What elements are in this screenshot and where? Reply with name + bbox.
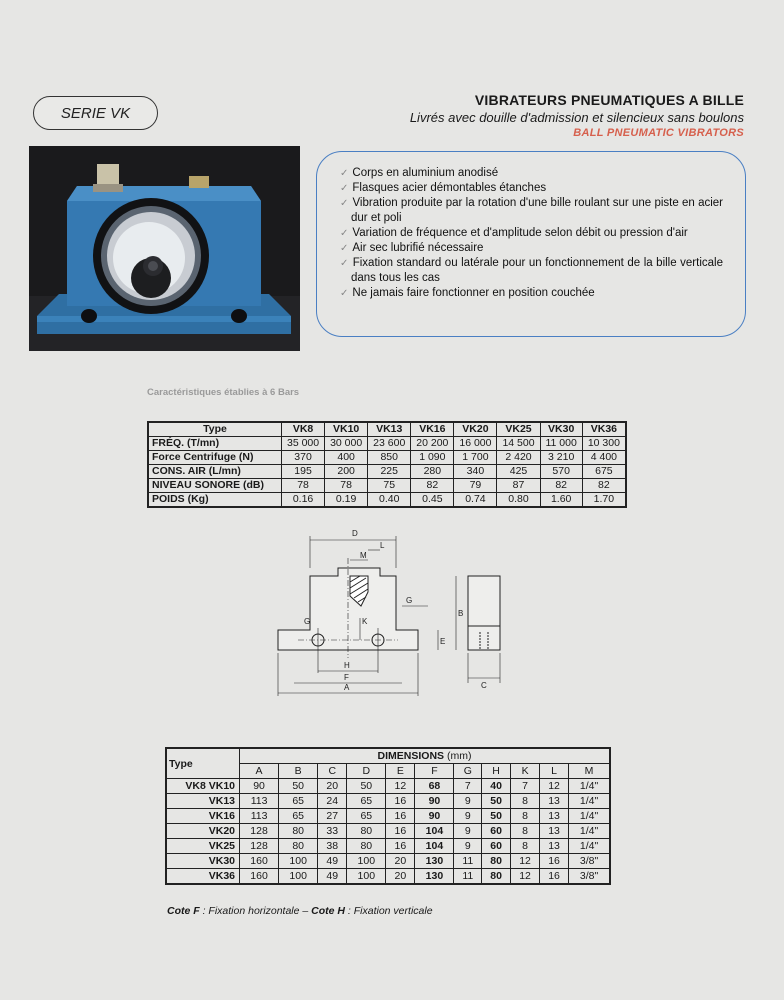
dim-cell: 11 xyxy=(454,869,482,885)
page-title: VIBRATEURS PNEUMATIQUES A BILLE xyxy=(474,92,744,108)
spec-cell: 78 xyxy=(325,479,368,493)
dim-label-g2: G xyxy=(304,617,311,626)
dim-label-a: A xyxy=(344,683,350,692)
dim-row-type: VK20 xyxy=(166,824,240,839)
spec-cell: 79 xyxy=(454,479,497,493)
dim-cell: 16 xyxy=(540,854,569,869)
dim-cell: 12 xyxy=(386,779,415,794)
feature-item: ✓ Air sec lubrifié nécessaire xyxy=(340,242,484,254)
spec-cell: 425 xyxy=(497,465,540,479)
dim-column-header: M xyxy=(569,764,610,779)
spec-cell: 0.19 xyxy=(325,493,368,508)
spec-cell: 195 xyxy=(282,465,325,479)
spec-cell: 1.60 xyxy=(540,493,582,508)
dim-cell: 20 xyxy=(318,779,347,794)
dim-cell: 90 xyxy=(415,794,454,809)
dim-row-type: VK25 xyxy=(166,839,240,854)
dim-cell: 3/8" xyxy=(569,854,610,869)
feature-item: ✓ Corps en aluminium anodisé xyxy=(340,167,499,179)
page-subtitle: Livrés avec douille d'admission et silencieux sans boulons xyxy=(409,110,744,125)
dim-row xyxy=(166,854,610,869)
dim-cell: 9 xyxy=(454,839,482,854)
spec-cell: 16 000 xyxy=(454,437,497,451)
dim-cell: 7 xyxy=(511,779,540,794)
feature-item: ✓ Vibration produite par la rotation d'une bille roulant sur une piste en acier dur et poli xyxy=(340,197,723,224)
dim-cell: 20 xyxy=(386,854,415,869)
dim-cell: 100 xyxy=(279,869,318,885)
dim-cell: 16 xyxy=(386,824,415,839)
dim-row xyxy=(166,794,610,809)
dim-cell: 49 xyxy=(318,869,347,885)
dim-cell: 20 xyxy=(386,869,415,885)
dim-label-h: H xyxy=(344,661,350,670)
spec-cell: 4 400 xyxy=(582,451,626,465)
dim-cell: 8 xyxy=(511,824,540,839)
spec-cell: 1 700 xyxy=(454,451,497,465)
dim-label-k: K xyxy=(362,617,368,626)
spec-header-row xyxy=(148,422,626,437)
spec-cell: 370 xyxy=(282,451,325,465)
spec-cell: 0.16 xyxy=(282,493,325,508)
dim-group-header: DIMENSIONS (mm) xyxy=(240,748,611,764)
dim-row-type: VK8 VK10 xyxy=(166,779,240,794)
spec-header-cell: VK16 xyxy=(411,422,454,437)
spec-row xyxy=(148,437,626,451)
dim-cell: 50 xyxy=(279,779,318,794)
dim-cell: 11 xyxy=(454,854,482,869)
spec-header-cell: VK10 xyxy=(325,422,368,437)
dim-label-b: B xyxy=(458,609,464,618)
dim-cell: 13 xyxy=(540,809,569,824)
spec-row xyxy=(148,493,626,508)
dim-cell: 16 xyxy=(386,809,415,824)
dim-cell: 130 xyxy=(415,854,454,869)
dim-group-row xyxy=(166,748,610,764)
spec-row-label: Force Centrifuge (N) xyxy=(148,451,282,465)
dim-cell: 90 xyxy=(415,809,454,824)
dim-cell: 12 xyxy=(540,779,569,794)
dim-cell: 8 xyxy=(511,809,540,824)
dim-column-header: G xyxy=(454,764,482,779)
spec-cell: 75 xyxy=(368,479,411,493)
spec-cell: 10 300 xyxy=(582,437,626,451)
spec-cell: 850 xyxy=(368,451,411,465)
dim-row xyxy=(166,809,610,824)
dim-cell: 50 xyxy=(482,794,511,809)
dim-column-header: B xyxy=(279,764,318,779)
dim-type-header: Type xyxy=(166,748,240,779)
dim-cell: 13 xyxy=(540,824,569,839)
spec-cell: 0.45 xyxy=(411,493,454,508)
spec-cell: 340 xyxy=(454,465,497,479)
spec-caption: Caractéristiques établies à 6 Bars xyxy=(147,387,300,398)
feature-item: ✓ Fixation standard ou latérale pour un fonctionnement de la bille verticale dans tous les cas xyxy=(340,257,723,284)
spec-row-label: FRÉQ. (T/mn) xyxy=(148,437,282,451)
dim-row xyxy=(166,824,610,839)
dim-cell: 100 xyxy=(347,854,386,869)
spec-row-label: POIDS (Kg) xyxy=(148,493,282,508)
dim-cell: 113 xyxy=(240,809,279,824)
dim-cell: 16 xyxy=(386,794,415,809)
dim-cell: 12 xyxy=(511,869,540,885)
dim-label-c: C xyxy=(481,681,487,690)
dim-cell: 65 xyxy=(279,794,318,809)
dim-cell: 100 xyxy=(279,854,318,869)
dim-label-g: G xyxy=(406,596,413,605)
dim-cell: 8 xyxy=(511,839,540,854)
dim-cell: 80 xyxy=(482,869,511,885)
dim-column-header: F xyxy=(415,764,454,779)
footnote: Cote F : Fixation horizontale – Cote H : Fixation verticale xyxy=(167,905,433,917)
dim-cell: 60 xyxy=(482,824,511,839)
check-icon: ✓ xyxy=(340,258,349,269)
dim-cell: 80 xyxy=(279,839,318,854)
product-photo xyxy=(29,146,300,351)
spec-cell: 82 xyxy=(582,479,626,493)
dim-cell: 1/4" xyxy=(569,794,610,809)
dim-row-type: VK36 xyxy=(166,869,240,885)
dim-cell: 13 xyxy=(540,839,569,854)
dim-cell: 80 xyxy=(279,824,318,839)
check-icon: ✓ xyxy=(340,228,349,239)
dim-cell: 9 xyxy=(454,824,482,839)
feature-item: ✓ Flasques acier démontables étanches xyxy=(340,182,547,194)
dim-cell: 1/4" xyxy=(569,809,610,824)
dim-cell: 50 xyxy=(347,779,386,794)
dim-cell: 128 xyxy=(240,839,279,854)
dim-cell: 60 xyxy=(482,839,511,854)
spec-header-cell: VK13 xyxy=(368,422,411,437)
dimensions-table xyxy=(165,747,611,885)
dim-cell: 38 xyxy=(318,839,347,854)
spec-cell: 0.74 xyxy=(454,493,497,508)
check-icon: ✓ xyxy=(340,288,349,299)
dim-cell: 40 xyxy=(482,779,511,794)
spec-row-label: NIVEAU SONORE (dB) xyxy=(148,479,282,493)
spec-cell: 225 xyxy=(368,465,411,479)
dim-cell: 8 xyxy=(511,794,540,809)
spec-header-cell: VK20 xyxy=(454,422,497,437)
spec-header-cell: VK25 xyxy=(497,422,540,437)
dim-cell: 104 xyxy=(415,839,454,854)
dim-label-m: M xyxy=(360,551,367,560)
dim-row xyxy=(166,839,610,854)
features-box xyxy=(316,151,746,337)
spec-cell: 0.40 xyxy=(368,493,411,508)
dim-cell: 160 xyxy=(240,854,279,869)
spec-row xyxy=(148,465,626,479)
dim-cell: 13 xyxy=(540,794,569,809)
spec-cell: 3 210 xyxy=(540,451,582,465)
dim-cell: 7 xyxy=(454,779,482,794)
check-icon: ✓ xyxy=(340,198,349,209)
spec-cell: 20 200 xyxy=(411,437,454,451)
dim-cell: 130 xyxy=(415,869,454,885)
dim-row xyxy=(166,869,610,885)
dim-label-d: D xyxy=(352,529,358,538)
page-subtitle-english: BALL PNEUMATIC VIBRATORS xyxy=(573,127,744,139)
dim-label-l: L xyxy=(380,541,385,550)
spec-cell: 14 500 xyxy=(497,437,540,451)
dim-row-type: VK13 xyxy=(166,794,240,809)
spec-cell: 82 xyxy=(540,479,582,493)
spec-cell: 1 090 xyxy=(411,451,454,465)
dim-cell: 24 xyxy=(318,794,347,809)
spec-table xyxy=(147,421,627,508)
spec-row xyxy=(148,479,626,493)
dim-column-header: K xyxy=(511,764,540,779)
dim-cell: 1/4" xyxy=(569,824,610,839)
dim-cell: 100 xyxy=(347,869,386,885)
dim-column-header: D xyxy=(347,764,386,779)
dim-cell: 128 xyxy=(240,824,279,839)
spec-cell: 23 600 xyxy=(368,437,411,451)
dim-cell: 113 xyxy=(240,794,279,809)
spec-header-cell: VK36 xyxy=(582,422,626,437)
dim-cell: 3/8" xyxy=(569,869,610,885)
spec-row xyxy=(148,451,626,465)
dim-cell: 12 xyxy=(511,854,540,869)
dim-cell: 65 xyxy=(347,794,386,809)
dimension-drawing xyxy=(268,528,518,703)
dim-cell: 80 xyxy=(347,824,386,839)
dim-cell: 80 xyxy=(482,854,511,869)
spec-row-label: CONS. AIR (L/mn) xyxy=(148,465,282,479)
dim-label-e: E xyxy=(440,637,446,646)
spec-cell: 82 xyxy=(411,479,454,493)
dim-label-f: F xyxy=(344,673,349,682)
spec-cell: 400 xyxy=(325,451,368,465)
dim-cell: 90 xyxy=(240,779,279,794)
spec-header-cell: VK30 xyxy=(540,422,582,437)
check-icon: ✓ xyxy=(340,168,349,179)
check-icon: ✓ xyxy=(340,243,349,254)
dim-row-type: VK30 xyxy=(166,854,240,869)
dim-cell: 16 xyxy=(540,869,569,885)
dim-cell: 33 xyxy=(318,824,347,839)
spec-cell: 11 000 xyxy=(540,437,582,451)
dim-column-header: L xyxy=(540,764,569,779)
spec-cell: 30 000 xyxy=(325,437,368,451)
dim-row xyxy=(166,779,610,794)
dim-column-header: H xyxy=(482,764,511,779)
spec-cell: 675 xyxy=(582,465,626,479)
dim-cell: 80 xyxy=(347,839,386,854)
dim-cell: 68 xyxy=(415,779,454,794)
dim-cell: 49 xyxy=(318,854,347,869)
feature-item: ✓ Variation de fréquence et d'amplitude selon débit ou pression d'air xyxy=(340,227,688,239)
dim-cell: 65 xyxy=(279,809,318,824)
spec-cell: 2 420 xyxy=(497,451,540,465)
dim-cell: 104 xyxy=(415,824,454,839)
dim-cell: 27 xyxy=(318,809,347,824)
spec-cell: 1.70 xyxy=(582,493,626,508)
feature-item: ✓ Ne jamais faire fonctionner en position couchée xyxy=(340,287,595,299)
dim-cell: 1/4" xyxy=(569,779,610,794)
dim-column-header: E xyxy=(386,764,415,779)
dim-cell: 1/4" xyxy=(569,839,610,854)
dim-cell: 160 xyxy=(240,869,279,885)
spec-cell: 200 xyxy=(325,465,368,479)
spec-cell: 87 xyxy=(497,479,540,493)
spec-cell: 35 000 xyxy=(282,437,325,451)
dim-cell: 16 xyxy=(386,839,415,854)
spec-header-cell: VK8 xyxy=(282,422,325,437)
dim-row-type: VK16 xyxy=(166,809,240,824)
dim-cell: 9 xyxy=(454,809,482,824)
dim-cell: 65 xyxy=(347,809,386,824)
series-badge: SERIE VK xyxy=(33,96,158,130)
check-icon: ✓ xyxy=(340,183,349,194)
header-titles xyxy=(410,92,744,139)
spec-cell: 0.80 xyxy=(497,493,540,508)
spec-cell: 570 xyxy=(540,465,582,479)
spec-cell: 280 xyxy=(411,465,454,479)
spec-cell: 78 xyxy=(282,479,325,493)
dim-column-header: A xyxy=(240,764,279,779)
dim-column-header: C xyxy=(318,764,347,779)
dim-cell: 9 xyxy=(454,794,482,809)
dim-cell: 50 xyxy=(482,809,511,824)
spec-header-cell: Type xyxy=(148,422,282,437)
